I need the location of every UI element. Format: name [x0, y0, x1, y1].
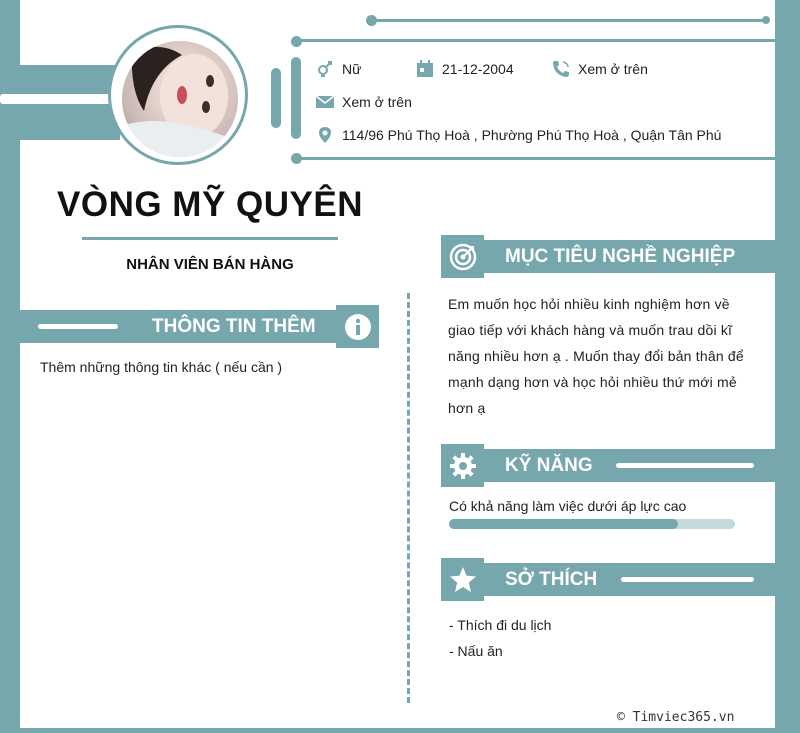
frame-bottom	[0, 728, 800, 733]
watermark: © Timviec365.vn	[617, 710, 735, 725]
phone-icon	[552, 60, 570, 78]
name-underline	[82, 237, 338, 240]
contact-phone	[552, 60, 648, 78]
more-info-icon-box	[336, 305, 379, 348]
target-icon	[444, 238, 481, 275]
skills-icon-box	[441, 444, 484, 487]
address-value: 114/96 Phú Thọ Hoà , Phường Phú Thọ Hoà , Quận Tân Phú	[342, 127, 722, 143]
skill-level-fill	[449, 519, 678, 529]
objective-text: Em muốn học hỏi nhiều kinh nghiệm hơn về giao tiếp với khách hàng và muốn trau dồi kĩ năng nhiều hơn ạ . Muốn thay đổi bản thân để mạnh dạng hơn và học hỏi nhiều thứ mới mẻ hơn ạ	[448, 296, 744, 416]
email-value: Xem ở trên	[342, 94, 412, 110]
more-info-text: Thêm những thông tin khác ( nếu cần )	[40, 359, 283, 375]
gear-icon	[444, 447, 481, 484]
top-line	[371, 19, 766, 22]
hobby-item: - Thích đi du lịch	[449, 617, 552, 633]
more-info-header-stripe	[38, 324, 118, 329]
gender-value: Nữ	[342, 61, 362, 77]
skill-name: Có khả năng làm việc dưới áp lực cao	[449, 498, 687, 514]
star-icon	[444, 561, 481, 598]
hobby-item: - Nấu ăn	[449, 643, 503, 659]
birthdate-value: 21-12-2004	[442, 61, 514, 77]
top-line-end-dot	[762, 16, 770, 24]
contact-address	[316, 126, 721, 144]
location-icon	[316, 126, 334, 144]
more-info-title: THÔNG TIN THÊM	[152, 316, 316, 337]
candidate-position: NHÂN VIÊN BÁN HÀNG	[126, 256, 294, 273]
hobbies-title: SỞ THÍCH	[505, 569, 598, 590]
column-divider	[407, 293, 410, 703]
email-icon	[316, 93, 334, 111]
skills-header-stripe	[616, 463, 754, 468]
info-icon	[339, 308, 376, 345]
contact-birthdate	[416, 60, 514, 78]
header-band-stripe	[0, 94, 112, 104]
avatar	[122, 41, 238, 157]
objective-icon-box	[441, 235, 484, 278]
contact-bottom-line	[296, 157, 776, 160]
objective-title: MỤC TIÊU NGHỀ NGHIỆP	[505, 246, 736, 267]
hobbies-icon-box	[441, 558, 484, 601]
skills-title: KỸ NĂNG	[505, 455, 593, 476]
candidate-name: VÒNG MỸ QUYÊN	[57, 185, 363, 224]
avatar-side-bar	[271, 68, 281, 128]
frame-right	[775, 0, 800, 733]
contact-vertical-bar	[291, 57, 301, 139]
calendar-icon	[416, 60, 434, 78]
contact-top-line	[296, 39, 776, 42]
contact-email	[316, 93, 412, 111]
contact-gender	[316, 60, 361, 78]
phone-value: Xem ở trên	[578, 61, 648, 77]
hobbies-header-stripe	[621, 577, 754, 582]
gender-icon	[316, 60, 334, 78]
